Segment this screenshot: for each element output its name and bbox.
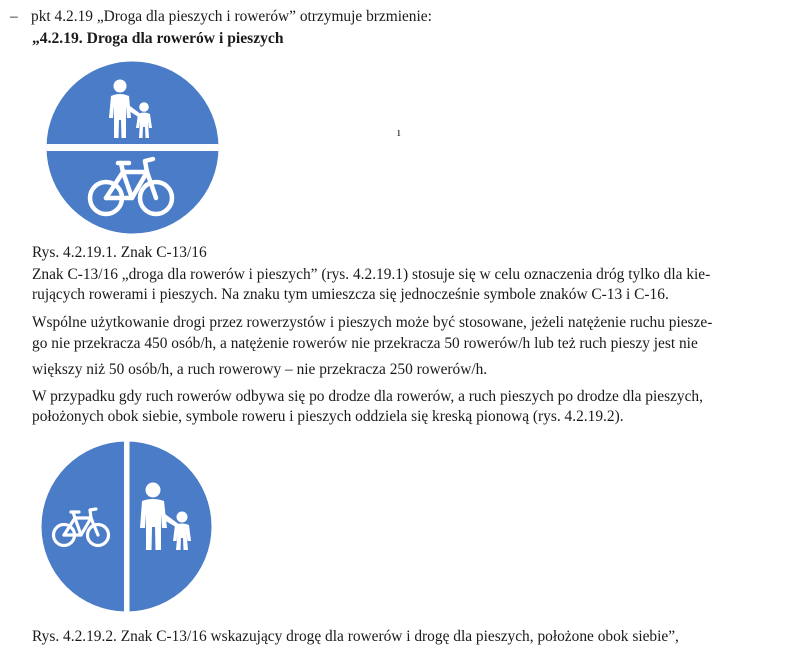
paragraph-1-line-1: Znak C-13/16 „droga dla rowerów i pieszych” (rys. 4.2.19.1) stosuje się w celu oznaczenia dróg tylko dla kie- [32, 266, 711, 283]
paragraph-2-line-2: go nie przekracza 450 osób/h, a natężenie rowerów nie przekracza 50 rowerów/h lub też ruch pieszy jest nie [32, 335, 698, 352]
section-heading: „4.2.19. Droga dla rowerów i pieszych [32, 30, 284, 47]
paragraph-1-line-2: rujących rowerami i pieszych. Na znaku tym umieszcza się jednocześnie symbole znaków C-13 i C-16. [32, 286, 669, 303]
paragraph-2-line-3: większy niż 50 osób/h, a ruch rowerowy – nie przekracza 250 rowerów/h. [32, 361, 488, 378]
paragraph-2-line-1: Wspólne użytkowanie drogi przez rowerzystów i pieszych może być stosowane, jeżeli natężenie ruchu piesze- [32, 314, 713, 331]
list-dash: – [10, 8, 18, 25]
sign-c13-16-segregated [40, 440, 213, 613]
stray-mark: ı [397, 124, 401, 139]
figure2-caption: Rys. 4.2.19.2. Znak C-13/16 wskazujący drogę dla rowerów i drogę dla pieszych, położone obok siebie”, [32, 628, 679, 645]
paragraph-3-line-1: W przypadku gdy ruch rowerów odbywa się po drodze dla rowerów, a ruch pieszych po drodze dla pieszych, [32, 388, 703, 405]
paragraph-3-line-2: położonych obok siebie, symbole roweru i pieszych oddziela się kreską pionową (rys. 4.2.19.2). [32, 408, 624, 425]
intro-line: pkt 4.2.19 „Droga dla pieszych i rowerów” otrzymuje brzmienie: [31, 8, 432, 25]
sign-c13-16-shared [45, 60, 220, 235]
figure1-caption: Rys. 4.2.19.1. Znak C-13/16 [32, 244, 207, 261]
